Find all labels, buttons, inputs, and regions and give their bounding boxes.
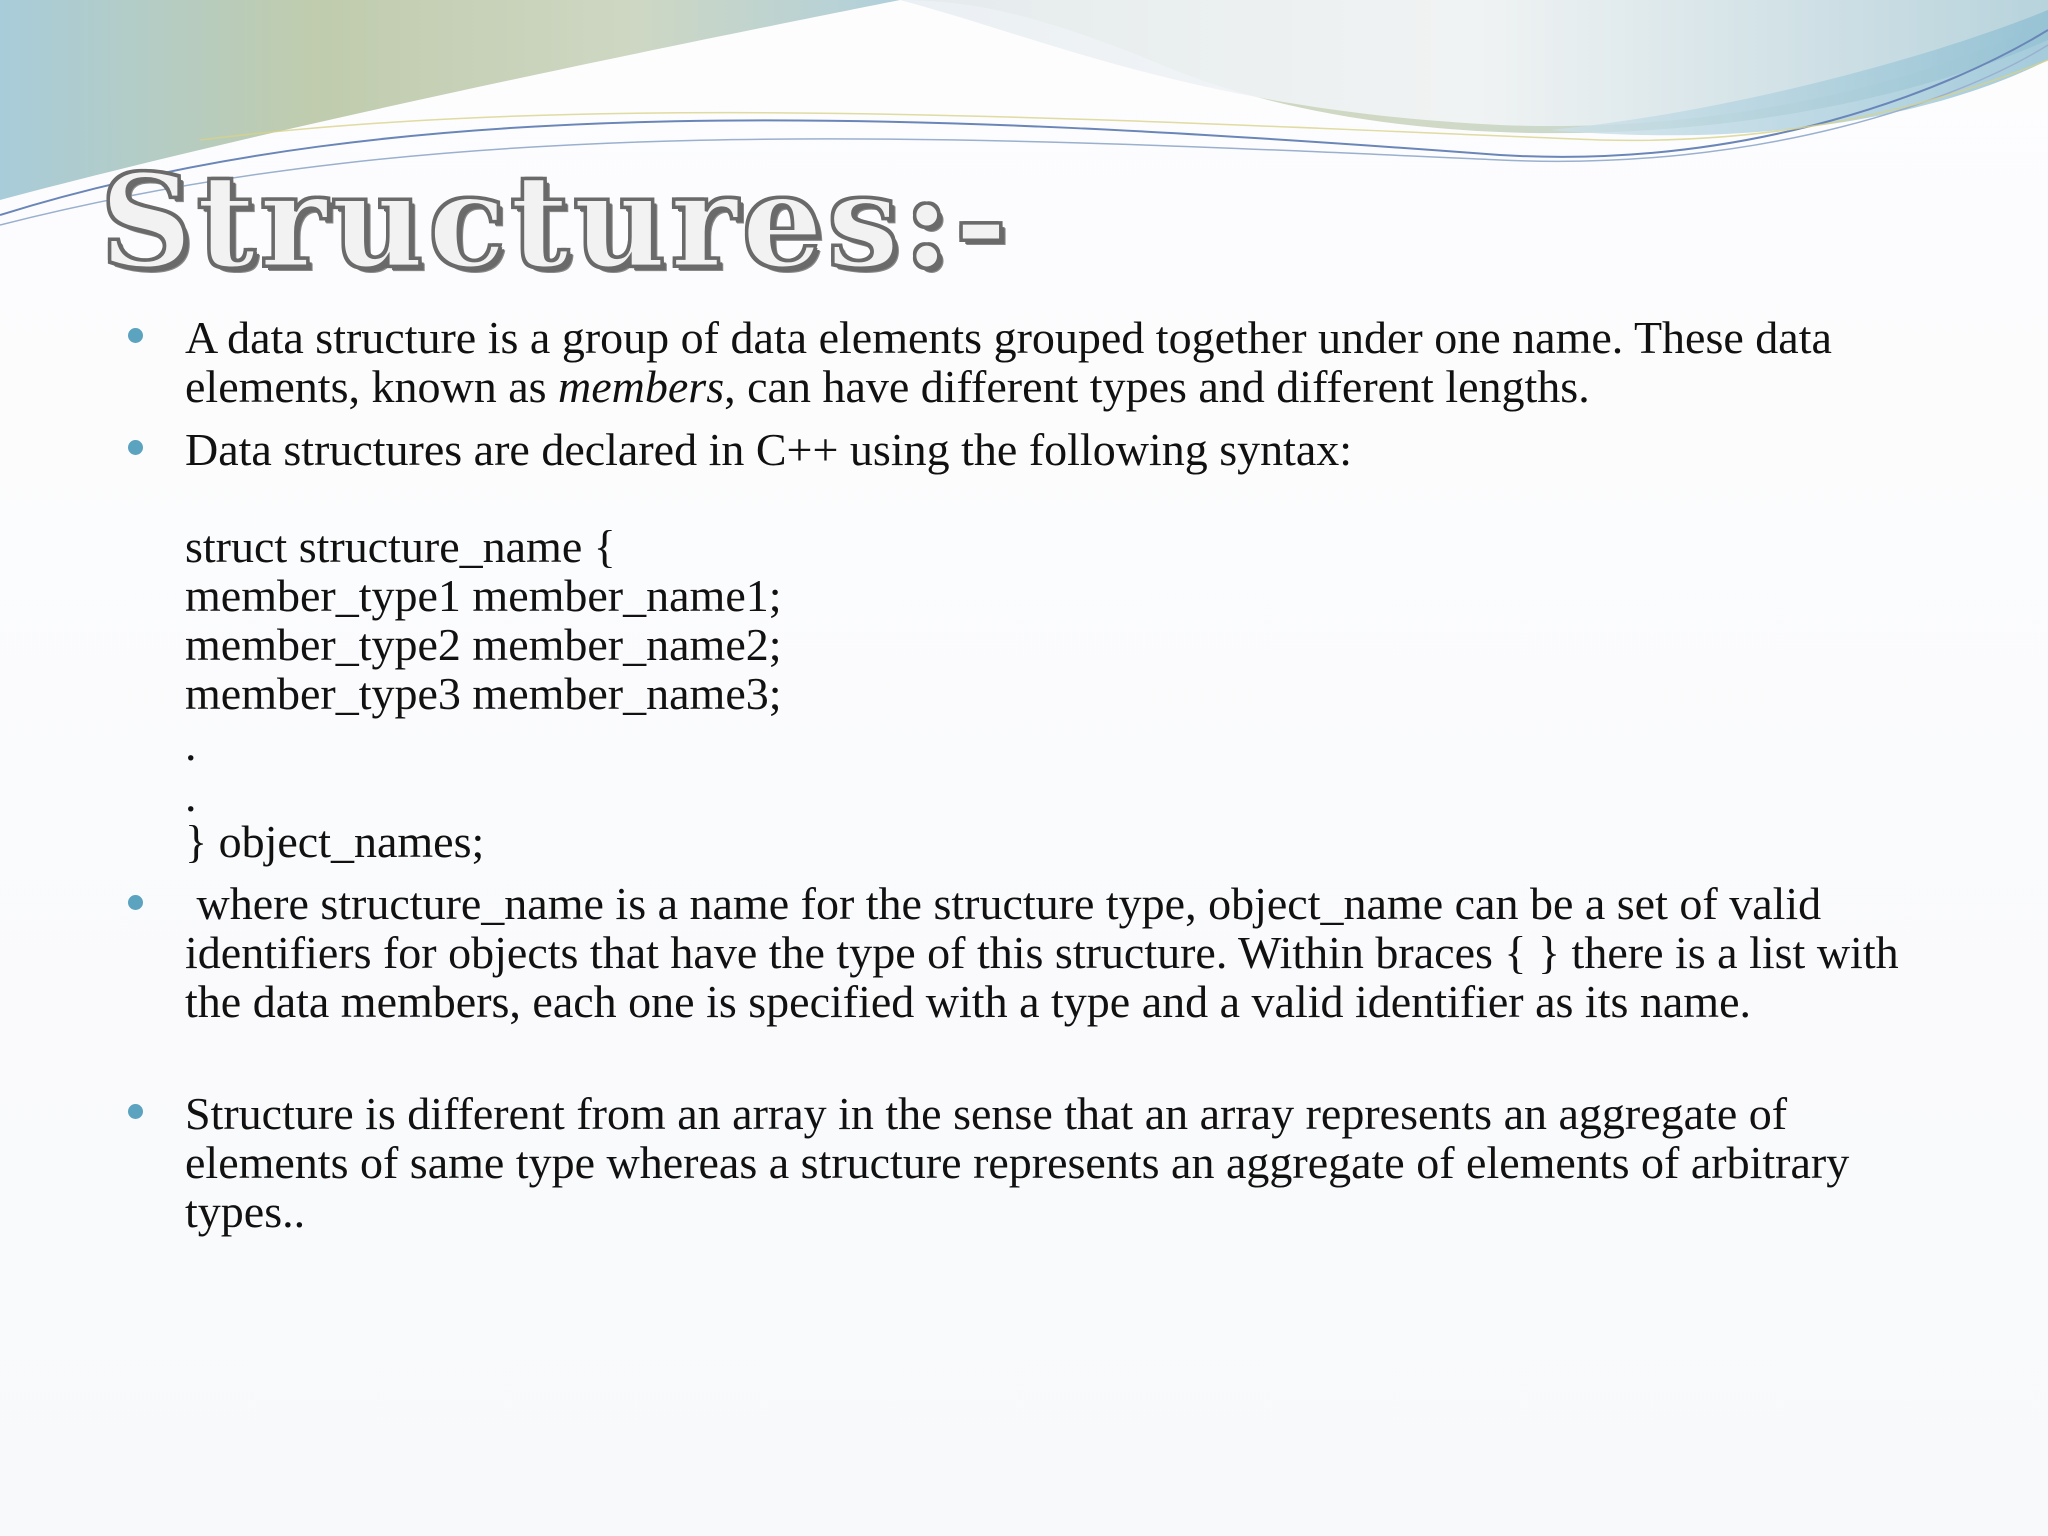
- bullet-marker: [128, 1104, 143, 1119]
- code-line: member_type3 member_name3;: [185, 668, 782, 719]
- bullet-1-italic: members: [558, 361, 725, 412]
- bullet-marker: [128, 895, 143, 910]
- bullet-1-part2: , can have different types and different lengths.: [724, 361, 1590, 412]
- code-line: member_type1 member_name1;: [185, 570, 782, 621]
- code-line: .: [185, 770, 197, 821]
- slide-title: Structures:-: [100, 147, 1012, 297]
- bullet-3-text: where structure_name is a name for the structure type, object_name can be a set of valid identifiers for objects that have the type of this structure. Within braces { } there is a list with the data members, each one is specified with a type and a valid identifier as its name.: [185, 878, 1911, 1027]
- bullet-4-text: Structure is different from an array in the sense that an array represents an aggregate of elements of same type whereas a structure represents an aggregate of elements of arbitrary types..: [185, 1088, 1861, 1237]
- code-line: .: [185, 719, 197, 770]
- code-line: struct structure_name {: [185, 521, 616, 572]
- code-line: member_type2 member_name2;: [185, 619, 782, 670]
- bullet-marker: [128, 440, 143, 455]
- bullet-2-text: Data structures are declared in C++ using the following syntax:: [185, 424, 1353, 475]
- bullet-1-text: [185, 313, 1945, 411]
- code-line: } object_names;: [185, 816, 485, 867]
- bullet-marker: [128, 328, 143, 343]
- bullet-1-part1: A data structure is a group of data elements grouped together under one name. These data elements, known as: [185, 312, 1844, 412]
